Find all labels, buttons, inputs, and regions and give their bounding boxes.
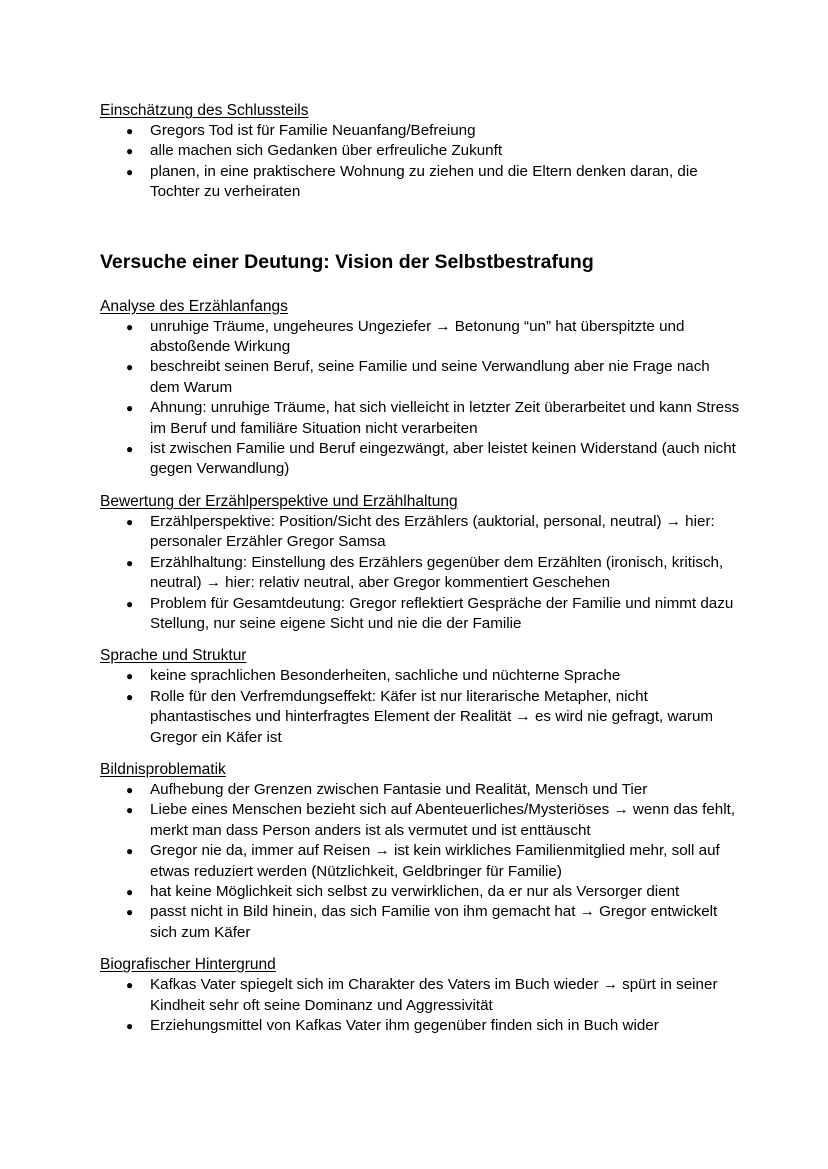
list-item-text: Erzählhaltung: Einstellung des Erzählers gegenüber dem Erzählten (ironisch, kritisch, neutral) → hier: relativ neutral, aber Gregor kommentiert Geschehen: [150, 553, 724, 592]
list-item: [100, 121, 740, 141]
list-item: [100, 687, 740, 748]
bullet-icon: ●: [126, 905, 134, 920]
list-item: [100, 780, 740, 800]
list-item-text: keine sprachlichen Besonderheiten, sachliche und nüchterne Sprache: [150, 667, 621, 685]
list-item-text: Aufhebung der Grenzen zwischen Fantasie und Realität, Mensch und Tier: [150, 780, 648, 798]
bullet-list-bildnis: [100, 780, 740, 943]
list-item: [100, 141, 740, 161]
list-item: [100, 439, 740, 480]
list-item-text: Erziehungsmittel von Kafkas Vater ihm gegenüber finden sich in Buch wider: [150, 1017, 659, 1034]
list-item-text: Liebe eines Menschen bezieht sich auf Abenteuerliches/Mysteriöses → wenn das fehlt, merkt man dass Person anders ist als vermutet und ist enttäuscht: [150, 801, 736, 839]
bullet-icon: ●: [126, 689, 134, 704]
section-heading-bildnis: Bildnisproblematik: [100, 760, 226, 778]
list-item: [100, 882, 740, 902]
bullet-icon: ●: [126, 596, 134, 611]
list-item-text: ist zwischen Familie und Beruf eingezwängt, aber leistet keinen Widerstand (auch nicht gegen Verwandlung): [150, 440, 736, 478]
bullet-list-erzaehlanfang: [100, 317, 740, 480]
list-item: [100, 841, 740, 882]
list-item: [100, 357, 740, 398]
list-item: [100, 512, 740, 553]
bullet-icon: ●: [126, 1019, 134, 1033]
section-erzaehlperspektive: [100, 492, 740, 634]
document-content: [100, 101, 740, 1036]
section-heading-sprache: Sprache und Struktur: [100, 647, 247, 665]
bullet-icon: ●: [126, 360, 134, 375]
section-sprache: [100, 646, 740, 748]
bullet-icon: ●: [126, 144, 134, 159]
section-heading-erzaehlanfang: Analyse des Erzählanfangs: [100, 297, 288, 315]
section-erzaehlanfang: [100, 297, 740, 480]
list-item-text: beschreibt seinen Beruf, seine Familie und seine Verwandlung aber nie Frage nach dem Warum: [150, 358, 710, 396]
list-item: [100, 1016, 740, 1036]
bullet-list-erzaehlperspektive: [100, 512, 740, 634]
list-item: [100, 800, 740, 841]
list-item: [100, 666, 740, 686]
bullet-list-schlussteil: [100, 121, 740, 203]
section-biografie: [100, 955, 740, 1036]
bullet-icon: ●: [126, 319, 134, 334]
bullet-list-biografie: [100, 975, 740, 1036]
list-item: [100, 162, 740, 203]
main-heading: Versuche einer Deutung: Vision der Selbstbestrafung: [100, 250, 594, 273]
bullet-icon: ●: [126, 555, 134, 570]
bullet-icon: ●: [126, 514, 134, 529]
list-item-text: planen, in eine praktischere Wohnung zu ziehen und die Eltern denken daran, die Tochter zu verheiraten: [150, 162, 698, 201]
bullet-icon: ●: [126, 669, 134, 684]
list-item: [100, 553, 740, 594]
bullet-icon: ●: [126, 164, 134, 179]
list-item-text: alle machen sich Gedanken über erfreuliche Zukunft: [150, 142, 503, 160]
list-item-text: Gregors Tod ist für Familie Neuanfang/Befreiung: [150, 122, 476, 139]
section-schlussteil: [100, 101, 740, 203]
bullet-icon: ●: [126, 978, 134, 993]
bullet-icon: ●: [126, 401, 134, 416]
list-item-text: Problem für Gesamtdeutung: Gregor reflektiert Gespräche der Familie und nimmt dazu Stellung, nur seine eigene Sicht und nie die der Familie: [150, 594, 734, 632]
list-item-text: Ahnung: unruhige Träume, hat sich vielleicht in letzter Zeit überarbeitet und kann Stress im Beruf und familiäre Situation nicht verarbeiten: [150, 399, 740, 437]
section-heading-biografie: Biografischer Hintergrund: [100, 956, 276, 974]
bullet-list-sprache: [100, 666, 740, 748]
bullet-icon: ●: [126, 803, 134, 818]
list-item-text: passt nicht in Bild hinein, das sich Familie von ihm gemacht hat → Gregor entwickelt sich zum Käfer: [150, 903, 718, 941]
list-item-text: Rolle für den Verfremdungseffekt: Käfer ist nur literarische Metapher, nicht phantastisches und hinterfragtes Element der Realität → es wird nie gefragt, warum Gregor ein Käfer ist: [150, 687, 714, 746]
list-item: [100, 902, 740, 943]
list-item-text: Erzählperspektive: Position/Sicht des Erzählers (auktorial, personal, neutral) → hier: personaler Erzähler Gregor Samsa: [150, 512, 715, 551]
bullet-icon: ●: [126, 782, 134, 797]
list-item-text: hat keine Möglichkeit sich selbst zu verwirklichen, da er nur als Versorger dient: [150, 882, 680, 900]
list-item-text: Kafkas Vater spiegelt sich im Charakter des Vaters im Buch wieder → spürt in seiner Kindheit sehr oft seine Dominanz und Aggressivität: [150, 976, 718, 1014]
list-item: [100, 594, 740, 635]
section-heading-erzaehlperspektive: Bewertung der Erzählperspektive und Erzählhaltung: [100, 492, 458, 510]
section-heading-schlussteil: Einschätzung des Schlussteils: [100, 102, 309, 119]
bullet-icon: ●: [126, 442, 134, 457]
bullet-icon: ●: [126, 124, 134, 138]
list-item: [100, 317, 740, 358]
bullet-icon: ●: [126, 844, 134, 859]
bullet-icon: ●: [126, 884, 134, 899]
list-item: [100, 398, 740, 439]
list-item: [100, 975, 740, 1016]
list-item-text: unruhige Träume, ungeheures Ungeziefer → Betonung “un” hat überspitzte und abstoßende Wirkung: [150, 317, 685, 356]
section-bildnis: [100, 760, 740, 943]
list-item-text: Gregor nie da, immer auf Reisen → ist kein wirkliches Familienmitglied mehr, soll auf etwas reduziert werden (Nützlichkeit, Geldbringer für Familie): [150, 842, 720, 880]
